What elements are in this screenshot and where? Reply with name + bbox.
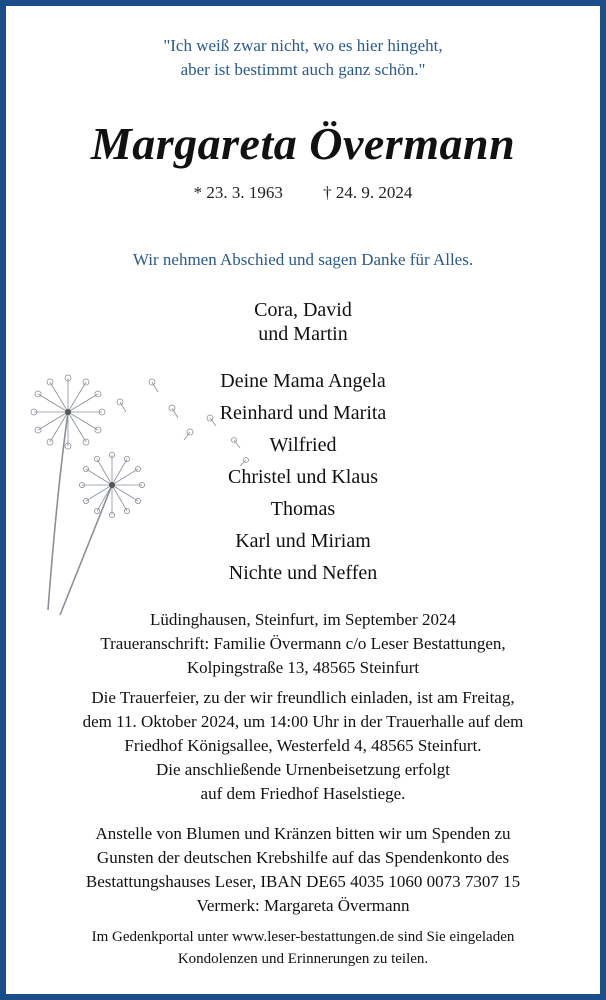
relatives-list <box>0 365 606 589</box>
ceremony-line-2: dem 11. Oktober 2024, um 14:00 Uhr in der Trauerhalle auf dem <box>82 712 524 731</box>
place-line-3: Kolpingstraße 13, 48565 Steinfurt <box>186 658 420 677</box>
quote <box>0 34 606 82</box>
place-line-1: Lüdinghausen, Steinfurt, im September 2024 <box>150 610 456 629</box>
quote-line-2: aber ist bestimmt auch ganz schön." <box>180 60 426 79</box>
ceremony-line-3: Friedhof Königsallee, Westerfeld 4, 48565 Steinfurt. <box>124 736 482 755</box>
deceased-name: Margareta Övermann <box>90 118 516 169</box>
donation-line-4: Vermerk: Margareta Övermann <box>196 896 410 915</box>
relative-item: Reinhard und Marita <box>219 402 387 424</box>
relative-item: Nichte und Neffen <box>228 562 378 584</box>
family-children <box>0 298 606 346</box>
death-date: † 24. 9. 2024 <box>323 183 413 202</box>
portal-line-1: Im Gedenkportal unter www.leser-bestattungen.de sind Sie eingeladen <box>91 929 515 945</box>
relative-item: Karl und Miriam <box>235 530 371 552</box>
memorial-portal-note <box>0 926 606 970</box>
ceremony-line-1: Die Trauerfeier, zu der wir freundlich einladen, ist am Freitag, <box>91 688 515 707</box>
relative-item: Deine Mama Angela <box>220 370 386 392</box>
life-dates <box>0 183 606 203</box>
donation-info <box>0 822 606 918</box>
ceremony-info <box>0 686 606 806</box>
place-line-2: Traueranschrift: Familie Övermann c/o Leser Bestattungen, <box>100 634 506 653</box>
donation-line-2: Gunsten der deutschen Krebshilfe auf das Spendenkonto des <box>96 848 510 867</box>
family-line-1: Cora, David <box>254 299 352 321</box>
relative-item: Wilfried <box>269 434 337 456</box>
donation-line-3: Bestattungshauses Leser, IBAN DE65 4035 1060 0073 7307 15 <box>85 872 521 891</box>
ceremony-line-5: auf dem Friedhof Haselstiege. <box>200 784 406 803</box>
relative-item: Christel und Klaus <box>228 466 378 488</box>
birth-date: * 23. 3. 1963 <box>193 183 283 202</box>
place-and-address <box>0 608 606 680</box>
quote-line-1: "Ich weiß zwar nicht, wo es hier hingeht, <box>163 36 443 55</box>
farewell-text: Wir nehmen Abschied und sagen Danke für Alles. <box>132 250 474 269</box>
donation-line-1: Anstelle von Blumen und Kränzen bitten wir um Spenden zu <box>95 824 511 843</box>
relative-item: Thomas <box>270 498 336 520</box>
portal-line-2: Kondolenzen und Erinnerungen zu teilen. <box>177 951 429 967</box>
ceremony-line-4: Die anschließende Urnenbeisetzung erfolgt <box>155 760 451 779</box>
family-line-2: und Martin <box>258 323 348 345</box>
